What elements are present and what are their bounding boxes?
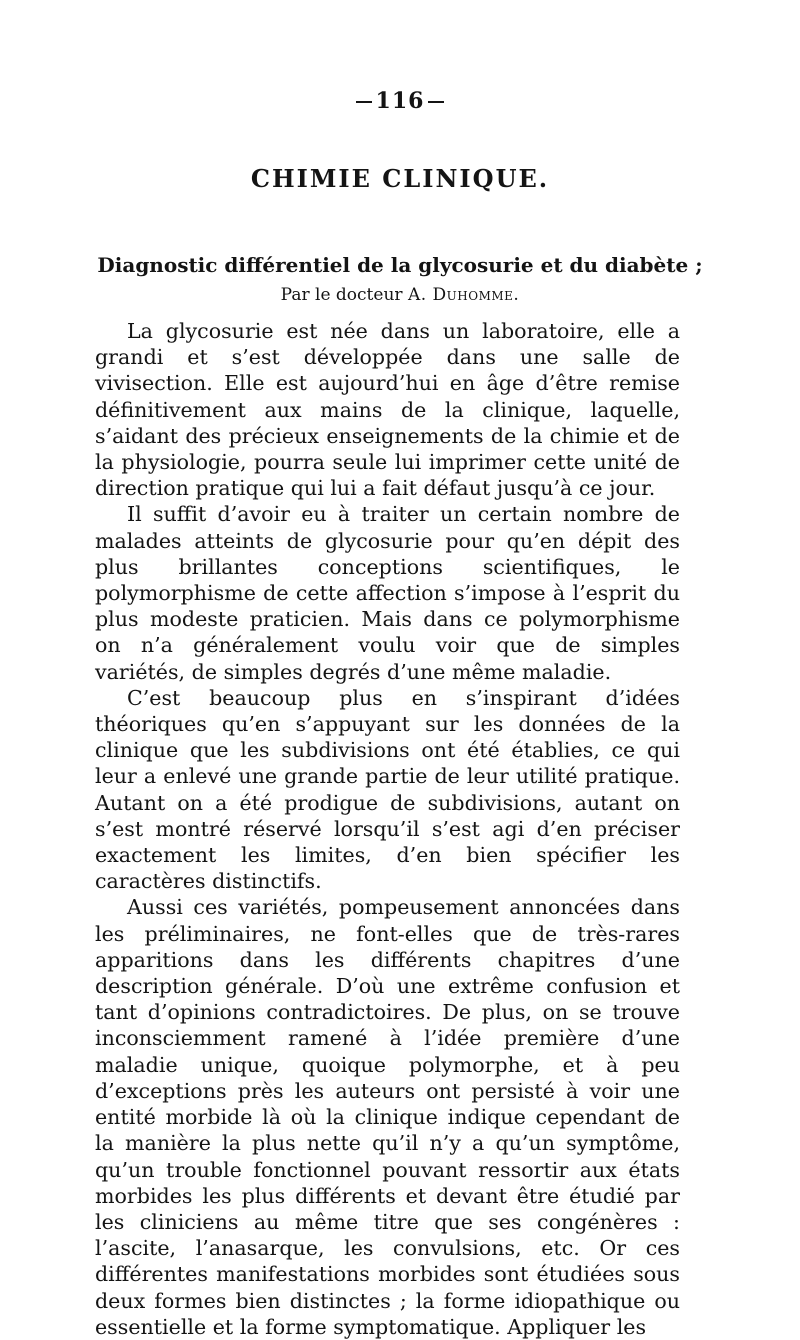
- article-body: [95, 318, 680, 1340]
- paragraph: La glycosurie est née dans un laboratoire, elle a grandi et s’est développée dans une salle de vivisection. Elle est aujourd’hui en âge d’être remise définitivement aux mains de la clinique, laquelle, s’aidant des précieux enseignements de la chimie et de la physiologie, pourra seule lui imprimer cette unité de direction pratique qui lui a fait défaut jusqu’à ce jour.: [95, 319, 680, 501]
- paragraph: C’est beaucoup plus en s’inspirant d’idées théoriques qu’en s’appuyant sur les données de la clinique que les subdivisions ont été établies, ce qui leur a enlevé une grande partie de leur utilité pratique. Autant on a été prodigue de subdivisions, autant on s’est montré réservé lorsqu’il s’est agi d’en préciser exactement les limites, d’en bien spécifier les caractères distinctifs.: [95, 685, 680, 894]
- byline-prefix: Par le docteur: [280, 285, 403, 305]
- byline: [0, 285, 800, 305]
- section-title: CHIMIE CLINIQUE.: [250, 164, 550, 193]
- page-number-dash-left: [356, 101, 372, 103]
- paragraph: Il suffit d’avoir eu à traiter un certain nombre de malades atteints de glycosurie pour qu’en dépit des plus brillantes conceptions scientifiques, le polymorphisme de cette affection s’impose à l’esprit du plus modeste praticien. Mais dans ce polymorphisme on n’a généralement voulu voir que de simples variétés, de simples degrés d’une même maladie.: [95, 502, 680, 684]
- article-title: Diagnostic différentiel de la glycosurie et du diabète ;: [97, 253, 703, 277]
- byline-author: A. Duhomme.: [407, 285, 520, 305]
- paragraph: Aussi ces variétés, pompeusement annoncées dans les préliminaires, ne font-elles que de très-rares apparitions dans les différents chapitres d’une description générale. D’où une extrême confusion et tant d’opinions contradictoires. De plus, on se trouve inconsciemment ramené à l’idée première d’une maladie unique, quoique polymorphe, et à peu d’exceptions près les auteurs ont persisté à voir une entité morbide là où la clinique indique cependant de la manière la plus nette qu’il n’y a qu’un symptôme, qu’un trouble fonctionnel pouvant ressortir aux états morbides les plus différents et devant être étudié par les cliniciens au même titre que ses congénères : l’ascite, l’anasarque, les convulsions, etc. Or ces différentes manifestations morbides sont étudiées sous deux formes bien distinctes ; la forme idiopathique ou essentielle et la forme symptomatique. Appliquer les: [95, 895, 680, 1339]
- page-number: 116: [0, 88, 800, 114]
- page-number-dash-right: [428, 101, 444, 103]
